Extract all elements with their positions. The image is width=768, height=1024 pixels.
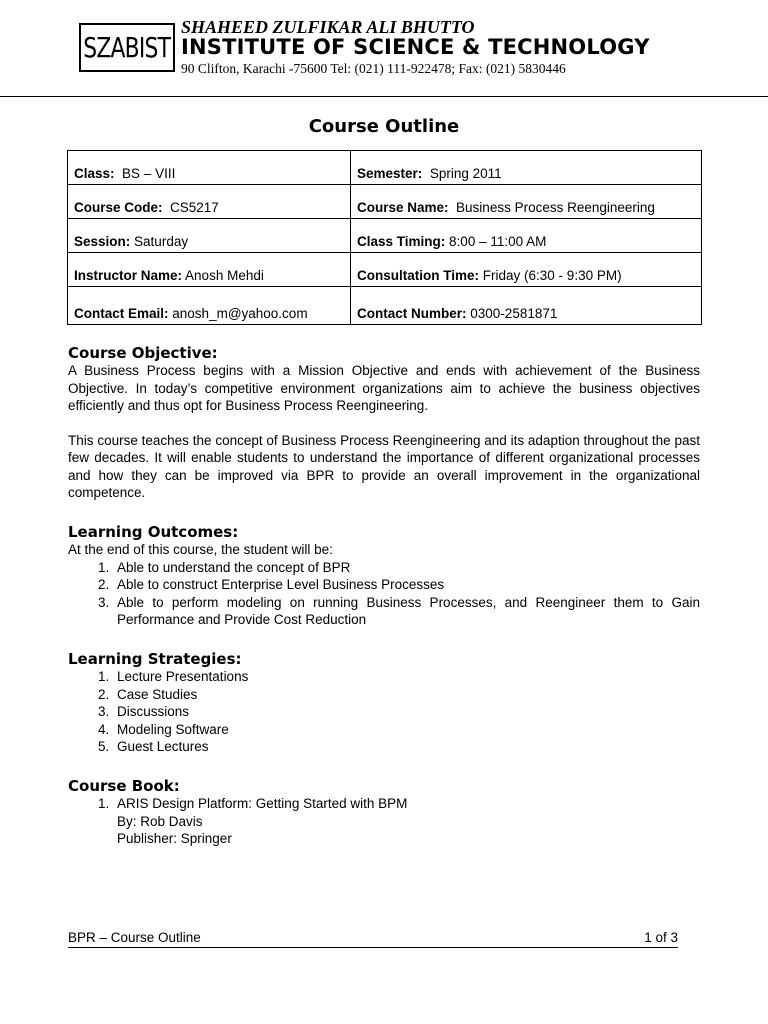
list-item: 1. Lecture Presentations [113, 668, 700, 686]
institute-address: 90 Clifton, Karachi -75600 Tel: (021) 111-922478; Fax: (021) 5830446 [181, 61, 566, 76]
course-code-cell: Course Code: CS5217 [68, 185, 351, 219]
page-footer [68, 930, 678, 948]
institute-name-line1: SHAHEED ZULFIKAR ALI BHUTTO [181, 17, 475, 37]
semester-cell: Semester: Spring 2011 [351, 151, 702, 185]
instructor-cell: Instructor Name: Anosh Mehdi [68, 253, 351, 287]
objective-paragraph-1: A Business Process begins with a Mission Objective and ends with achievement of the Business Objective. In today’s competitive environment organizations aim to achieve the business objectives efficiently and thus opt for Business Process Reengineering. [68, 363, 700, 413]
email-cell: Contact Email: anosh_m@yahoo.com [68, 287, 351, 325]
list-item: 3. Able to perform modeling on running Business Processes, and Reengineer them to Gain Performance and Provide Cost Reduction [113, 594, 700, 629]
institute-name-line2: INSTITUTE OF SCIENCE & TECHNOLOGY [181, 35, 650, 59]
book-publisher: Publisher: Springer [117, 831, 232, 846]
course-book-section [68, 777, 700, 848]
course-info-table [67, 150, 702, 325]
section-heading: Course Objective: [68, 344, 218, 362]
table-row [68, 253, 702, 287]
list-item [113, 795, 700, 848]
table-row [68, 287, 702, 325]
course-name-cell: Course Name: Business Process Reengineering [351, 185, 702, 219]
class-timing-cell: Class Timing: 8:00 – 11:00 AM [351, 219, 702, 253]
list-item: 2. Able to construct Enterprise Level Business Processes [113, 576, 700, 594]
objective-paragraph-2: This course teaches the concept of Business Process Reengineering and its adaption throughout the past few decades. It will enable students to understand the importance of different organizational processes and how they can be improved via BPR to provide an overall improvement in the organizational competence. [68, 432, 700, 500]
learning-strategies-section [68, 650, 700, 756]
class-cell: Class: BS – VIII [68, 151, 351, 185]
book-title: 1. ARIS Design Platform: Getting Started with BPM [117, 796, 408, 811]
table-row [68, 151, 702, 185]
course-objective-section [68, 344, 700, 502]
strategies-list [68, 668, 700, 756]
header-divider [0, 96, 768, 97]
page-title: Course Outline [308, 116, 460, 137]
table-row [68, 219, 702, 253]
list-item: 1. Able to understand the concept of BPR [113, 559, 700, 577]
list-item: 2. Case Studies [113, 686, 700, 704]
footer-title: BPR – Course Outline [68, 930, 201, 945]
book-list [68, 795, 700, 848]
book-author: By: Rob Davis [117, 813, 203, 829]
list-item: 5. Guest Lectures [113, 738, 700, 756]
section-heading: Learning Outcomes: [68, 523, 239, 541]
outcomes-intro: At the end of this course, the student will be: [68, 542, 333, 557]
list-item: 4. Modeling Software [113, 721, 700, 739]
list-item: 3. Discussions [113, 703, 700, 721]
section-heading: Learning Strategies: [68, 650, 242, 668]
table-row [68, 185, 702, 219]
szabist-logo: SZABIST [79, 23, 175, 72]
outcomes-list [68, 559, 700, 629]
session-cell: Session: Saturday [68, 219, 351, 253]
section-heading: Course Book: [68, 777, 180, 795]
contact-number-cell: Contact Number: 0300-2581871 [351, 287, 702, 325]
page-number: 1 of 3 [644, 930, 678, 945]
learning-outcomes-section [68, 523, 700, 629]
consultation-cell: Consultation Time: Friday (6:30 - 9:30 PM) [351, 253, 702, 287]
